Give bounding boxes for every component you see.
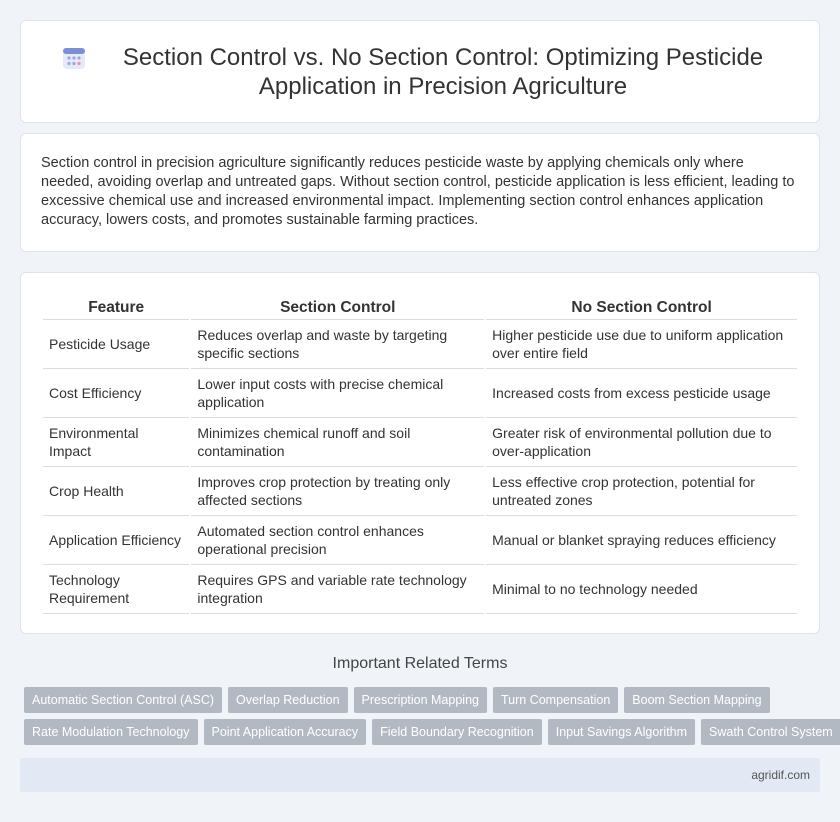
footer <box>20 758 820 792</box>
tag-field-boundary-recognition[interactable]: Field Boundary Recognition <box>372 719 542 745</box>
feature-cell: Technology Requirement <box>43 565 189 614</box>
no-section-control-cell: Less effective crop protection, potential for untreated zones <box>486 467 797 516</box>
section-control-cell: Lower input costs with precise chemical application <box>191 369 484 418</box>
table-row <box>43 467 797 516</box>
no-section-control-cell: Manual or blanket spraying reduces efficiency <box>486 516 797 565</box>
page-title: Section Control vs. No Section Control: Optimizing Pesticide Application in Precision Agriculture <box>122 43 764 100</box>
section-control-cell: Improves crop protection by treating only affected sections <box>191 467 484 516</box>
tag-row <box>20 687 820 713</box>
no-section-control-cell: Increased costs from excess pesticide usage <box>486 369 797 418</box>
table-row <box>43 565 797 614</box>
section-control-cell: Reduces overlap and waste by targeting specific sections <box>191 320 484 369</box>
tag-input-savings-algorithm[interactable]: Input Savings Algorithm <box>548 719 695 745</box>
intro-card <box>20 133 820 252</box>
related-terms <box>20 687 833 751</box>
comparison-card <box>20 272 820 634</box>
tag-turn-compensation[interactable]: Turn Compensation <box>493 687 618 713</box>
table-row <box>43 418 797 467</box>
feature-cell: Environmental Impact <box>43 418 189 467</box>
calendar-icon <box>61 45 87 71</box>
feature-cell: Crop Health <box>43 467 189 516</box>
tag-row <box>20 719 833 745</box>
tag-point-application-accuracy[interactable]: Point Application Accuracy <box>204 719 367 745</box>
section-control-cell: Minimizes chemical runoff and soil contamination <box>191 418 484 467</box>
feature-cell: Pesticide Usage <box>43 320 189 369</box>
tag-boom-section-mapping[interactable]: Boom Section Mapping <box>624 687 769 713</box>
related-terms-title: Important Related Terms <box>332 655 508 672</box>
no-section-control-cell: Greater risk of environmental pollution due to over-application <box>486 418 797 467</box>
feature-cell: Cost Efficiency <box>43 369 189 418</box>
tag-overlap-reduction[interactable]: Overlap Reduction <box>228 687 348 713</box>
header-feature: Feature <box>43 293 189 320</box>
no-section-control-cell: Higher pesticide use due to uniform application over entire field <box>486 320 797 369</box>
table-row <box>43 369 797 418</box>
tag-swath-control-system[interactable]: Swath Control System <box>701 719 840 745</box>
comparison-table <box>41 293 799 614</box>
header-section-control: Section Control <box>191 293 484 320</box>
tag-automatic-section-control[interactable]: Automatic Section Control (ASC) <box>24 687 222 713</box>
title-card <box>20 20 820 123</box>
header-no-section-control: No Section Control <box>486 293 797 320</box>
tag-rate-modulation-technology[interactable]: Rate Modulation Technology <box>24 719 198 745</box>
table-header-row <box>43 293 797 320</box>
footer-site-link[interactable]: agridif.com <box>751 768 810 782</box>
feature-cell: Application Efficiency <box>43 516 189 565</box>
no-section-control-cell: Minimal to no technology needed <box>486 565 797 614</box>
section-control-cell: Requires GPS and variable rate technology integration <box>191 565 484 614</box>
intro-paragraph: Section control in precision agriculture significantly reduces pesticide waste by applying chemicals only where needed, avoiding overlap and untreated gaps. Without section control, pesticide application is less efficient, leading to excessive chemical use and increased environmental impact. Implementing section control enhances application accuracy, lowers costs, and promotes sustainable farming practices. <box>41 155 795 228</box>
section-control-cell: Automated section control enhances operational precision <box>191 516 484 565</box>
table-row <box>43 320 797 369</box>
tag-prescription-mapping[interactable]: Prescription Mapping <box>354 687 487 713</box>
table-row <box>43 516 797 565</box>
